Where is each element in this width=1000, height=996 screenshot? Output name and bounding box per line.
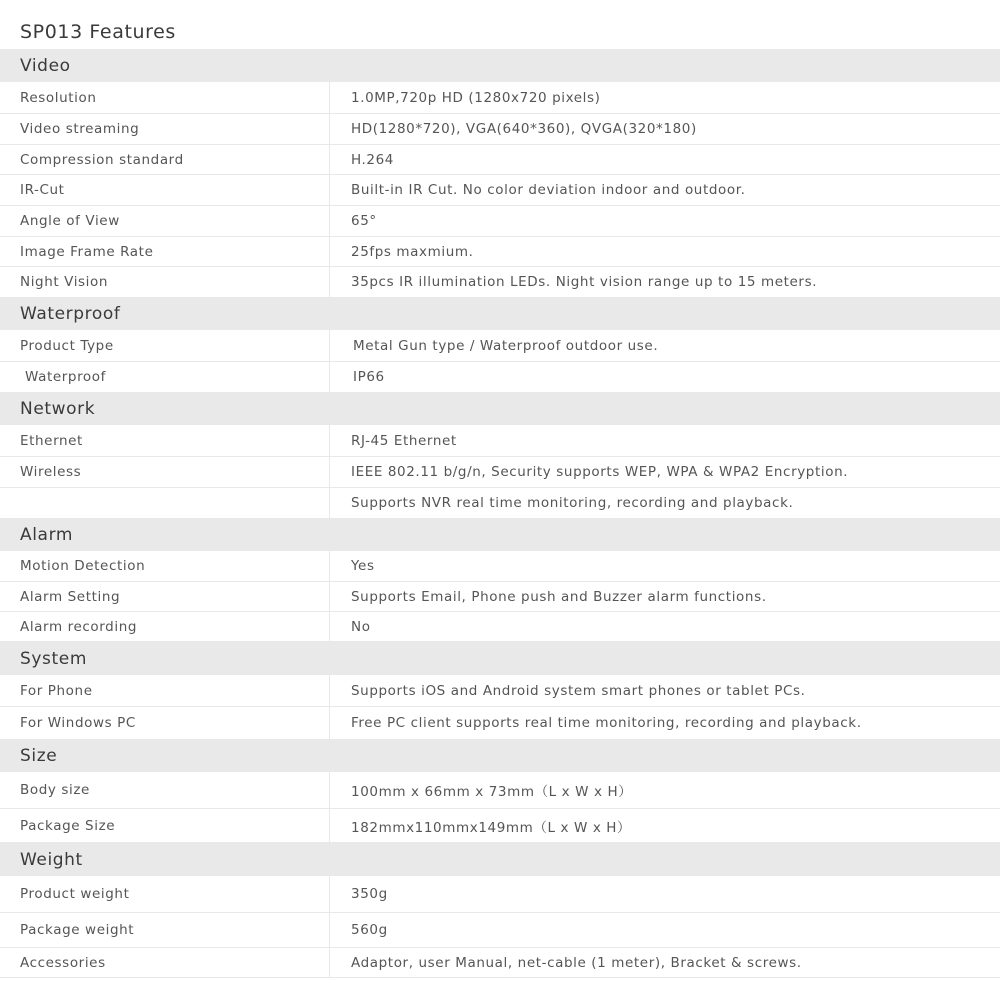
spec-value: IP66 xyxy=(353,369,385,385)
spec-label: Motion Detection xyxy=(20,558,146,574)
section-title: System xyxy=(20,648,87,669)
spec-label: Image Frame Rate xyxy=(20,243,154,260)
spec-row xyxy=(0,114,1000,145)
spec-label: Waterproof xyxy=(25,369,107,385)
column-divider xyxy=(329,330,330,361)
spec-label: Package weight xyxy=(20,922,135,938)
section-title: Video xyxy=(20,55,71,76)
column-divider xyxy=(329,707,330,739)
spec-label: Resolution xyxy=(20,89,97,106)
spec-row xyxy=(0,362,1000,393)
spec-row xyxy=(0,809,1000,843)
spec-row xyxy=(0,612,1000,642)
spec-row xyxy=(0,913,1000,948)
spec-value: 25fps maxmium. xyxy=(351,243,474,260)
column-divider xyxy=(329,772,330,808)
column-divider xyxy=(329,206,330,236)
spec-value: RJ-45 Ethernet xyxy=(351,432,457,449)
spec-row xyxy=(0,582,1000,612)
spec-row xyxy=(0,267,1000,298)
column-divider xyxy=(329,488,330,518)
spec-row xyxy=(0,175,1000,206)
spec-label: Compression standard xyxy=(20,151,184,168)
spec-label: IR-Cut xyxy=(20,182,65,198)
spec-label: Video streaming xyxy=(20,121,140,137)
spec-value: Supports iOS and Android system smart phones or tablet PCs. xyxy=(351,682,806,699)
spec-value: Supports NVR real time monitoring, recording and playback. xyxy=(351,495,794,511)
spec-value: Metal Gun type / Waterproof outdoor use. xyxy=(353,337,659,354)
column-divider xyxy=(329,237,330,266)
spec-value: 35pcs IR illumination LEDs. Night vision range up to 15 meters. xyxy=(351,274,818,290)
spec-value: Free PC client supports real time monitoring, recording and playback. xyxy=(351,715,862,731)
section-header xyxy=(0,393,1000,425)
section-title: Waterproof xyxy=(20,304,121,324)
column-divider xyxy=(329,913,330,947)
spec-value: HD(1280*720), VGA(640*360), QVGA(320*180) xyxy=(351,121,697,137)
column-divider xyxy=(329,809,330,842)
spec-value: IEEE 802.11 b/g/n, Security supports WEP, WPA & WPA2 Encryption. xyxy=(351,464,849,480)
spec-value: Yes xyxy=(351,558,375,574)
column-divider xyxy=(329,145,330,174)
column-divider xyxy=(329,675,330,706)
column-divider xyxy=(329,114,330,144)
spec-value: 560g xyxy=(351,922,388,938)
spec-row xyxy=(0,551,1000,582)
spec-label: Wireless xyxy=(20,464,82,480)
spec-value: No xyxy=(351,618,371,635)
page-title: SP013 Features xyxy=(20,21,176,43)
column-divider xyxy=(329,175,330,205)
spec-value: 182mmx110mmx149mm（L x W x H） xyxy=(351,819,632,836)
spec-row xyxy=(0,425,1000,457)
spec-label: Ethernet xyxy=(20,432,83,449)
section-header xyxy=(0,298,1000,330)
spec-row xyxy=(0,772,1000,809)
spec-row xyxy=(0,876,1000,913)
spec-label: Angle of View xyxy=(20,213,120,229)
section-title: Weight xyxy=(20,849,83,870)
spec-row xyxy=(0,948,1000,978)
spec-value: Built-in IR Cut. No color deviation indoor and outdoor. xyxy=(351,182,746,198)
spec-label: Product weight xyxy=(20,886,130,902)
spec-row xyxy=(0,675,1000,707)
spec-row xyxy=(0,206,1000,237)
spec-label: Night Vision xyxy=(20,274,109,290)
section-header xyxy=(0,843,1000,876)
spec-row xyxy=(0,82,1000,114)
column-divider xyxy=(329,425,330,456)
spec-label: Package Size xyxy=(20,817,116,834)
spec-label: For Windows PC xyxy=(20,715,136,731)
section-title: Size xyxy=(20,746,58,766)
spec-label: Accessories xyxy=(20,954,106,971)
spec-row xyxy=(0,707,1000,740)
spec-label: Alarm recording xyxy=(20,618,138,635)
spec-row xyxy=(0,145,1000,175)
column-divider xyxy=(329,267,330,297)
section-header xyxy=(0,642,1000,675)
section-title: Alarm xyxy=(20,525,74,545)
column-divider xyxy=(329,82,330,113)
spec-value: Supports Email, Phone push and Buzzer alarm functions. xyxy=(351,588,767,605)
spec-value: H.264 xyxy=(351,151,394,168)
spec-label: Product Type xyxy=(20,337,114,354)
spec-value: 65° xyxy=(351,213,377,229)
column-divider xyxy=(329,582,330,611)
section-header xyxy=(0,49,1000,82)
spec-value: 350g xyxy=(351,886,388,902)
spec-row xyxy=(0,330,1000,362)
column-divider xyxy=(329,876,330,912)
spec-value: Adaptor, user Manual, net-cable (1 meter), Bracket & screws. xyxy=(351,954,802,971)
column-divider xyxy=(329,457,330,487)
spec-value: 100mm x 66mm x 73mm（L x W x H） xyxy=(351,784,633,800)
spec-value: 1.0MP,720p HD (1280x720 pixels) xyxy=(351,89,601,106)
spec-label: Body size xyxy=(20,782,90,798)
spec-label: For Phone xyxy=(20,682,93,699)
spec-row xyxy=(0,488,1000,519)
spec-row xyxy=(0,457,1000,488)
section-title: Network xyxy=(20,399,96,419)
spec-row xyxy=(0,237,1000,267)
section-header xyxy=(0,740,1000,772)
column-divider xyxy=(329,551,330,581)
column-divider xyxy=(329,948,330,977)
spec-label: Alarm Setting xyxy=(20,588,121,605)
section-header xyxy=(0,519,1000,551)
column-divider xyxy=(329,612,330,641)
column-divider xyxy=(329,362,330,392)
spec-table xyxy=(0,49,1000,978)
